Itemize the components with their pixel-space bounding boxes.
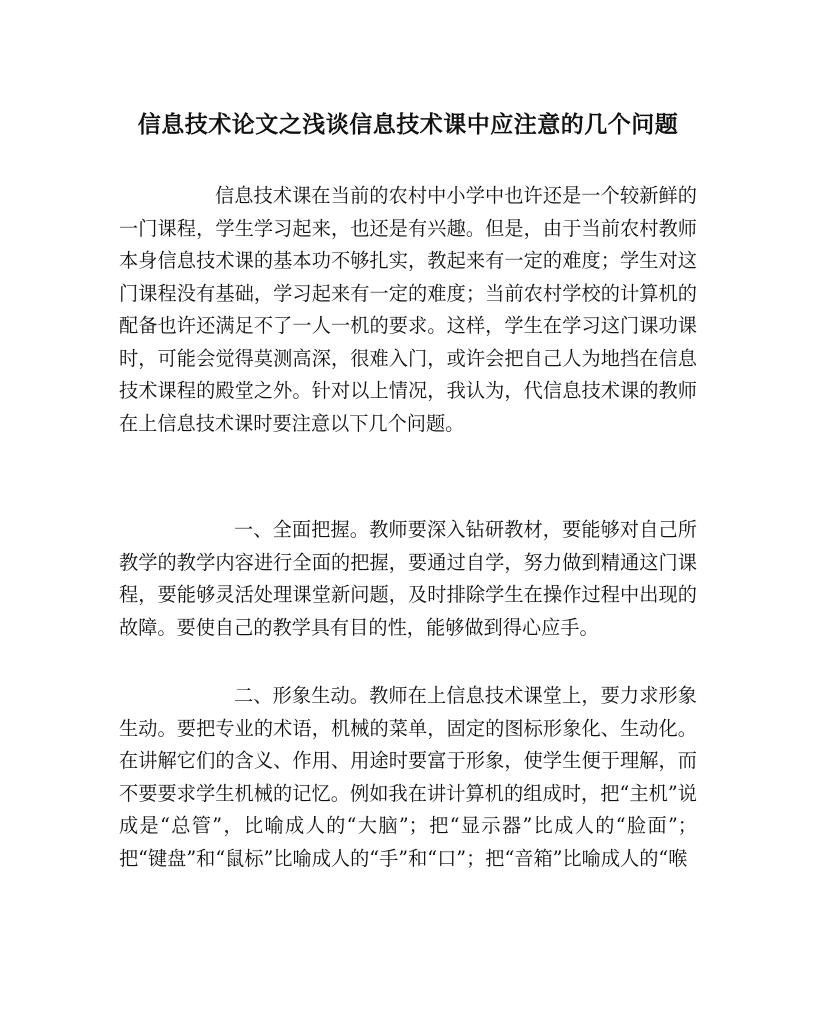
paragraph-point-one: 一、全面把握。教师要深入钻研教材，要能够对自己所教学的教学内容进行全面的把握，要通过自学，努力做到精通这门课程，要能够灵活处理课堂新问题，及时排除学生在操作过程中出现的故障。要使自己的教学具有目的性，能够做到得心应手。 [119,518,697,639]
document-title: 信息技术论文之浅谈信息技术课中应注意的几个问题 [137,111,679,138]
paragraph-point-two: 二、形象生动。教师在上信息技术课堂上，要力求形象生动。要把专业的术语，机械的菜单，固定的图标形象化、生动化。在讲解它们的含义、作用、用途时要富于形象，使学生便于理解，而不要要求学生机械的记忆。例如我在讲计算机的组成时，把“主机”说成是“总管”，比喻成人的“大脑”；把“显示器”比成人的“脸面”；把“键盘”和“鼠标”比喻成人的“手”和“口”；把“音箱”比喻成人的“喉 [119,684,697,870]
paragraph-intro: 信息技术课在当前的农村中小学中也许还是一个较新鲜的一门课程，学生学习起来，也还是有兴趣。但是，由于当前农村教师本身信息技术课的基本功不够扎实，教起来有一定的难度；学生对这门课程没有基础，学习起来有一定的难度；当前农村学校的计算机的配备也许还满足不了一人一机的要求。这样，学生在学习这门课功课时，可能会觉得莫测高深，很难入门，或许会把自己人为地挡在信息技术课程的殿堂之外。针对以上情况，我认为，代信息技术课的教师在上信息技术课时要注意以下几个问题。 [119,184,697,435]
